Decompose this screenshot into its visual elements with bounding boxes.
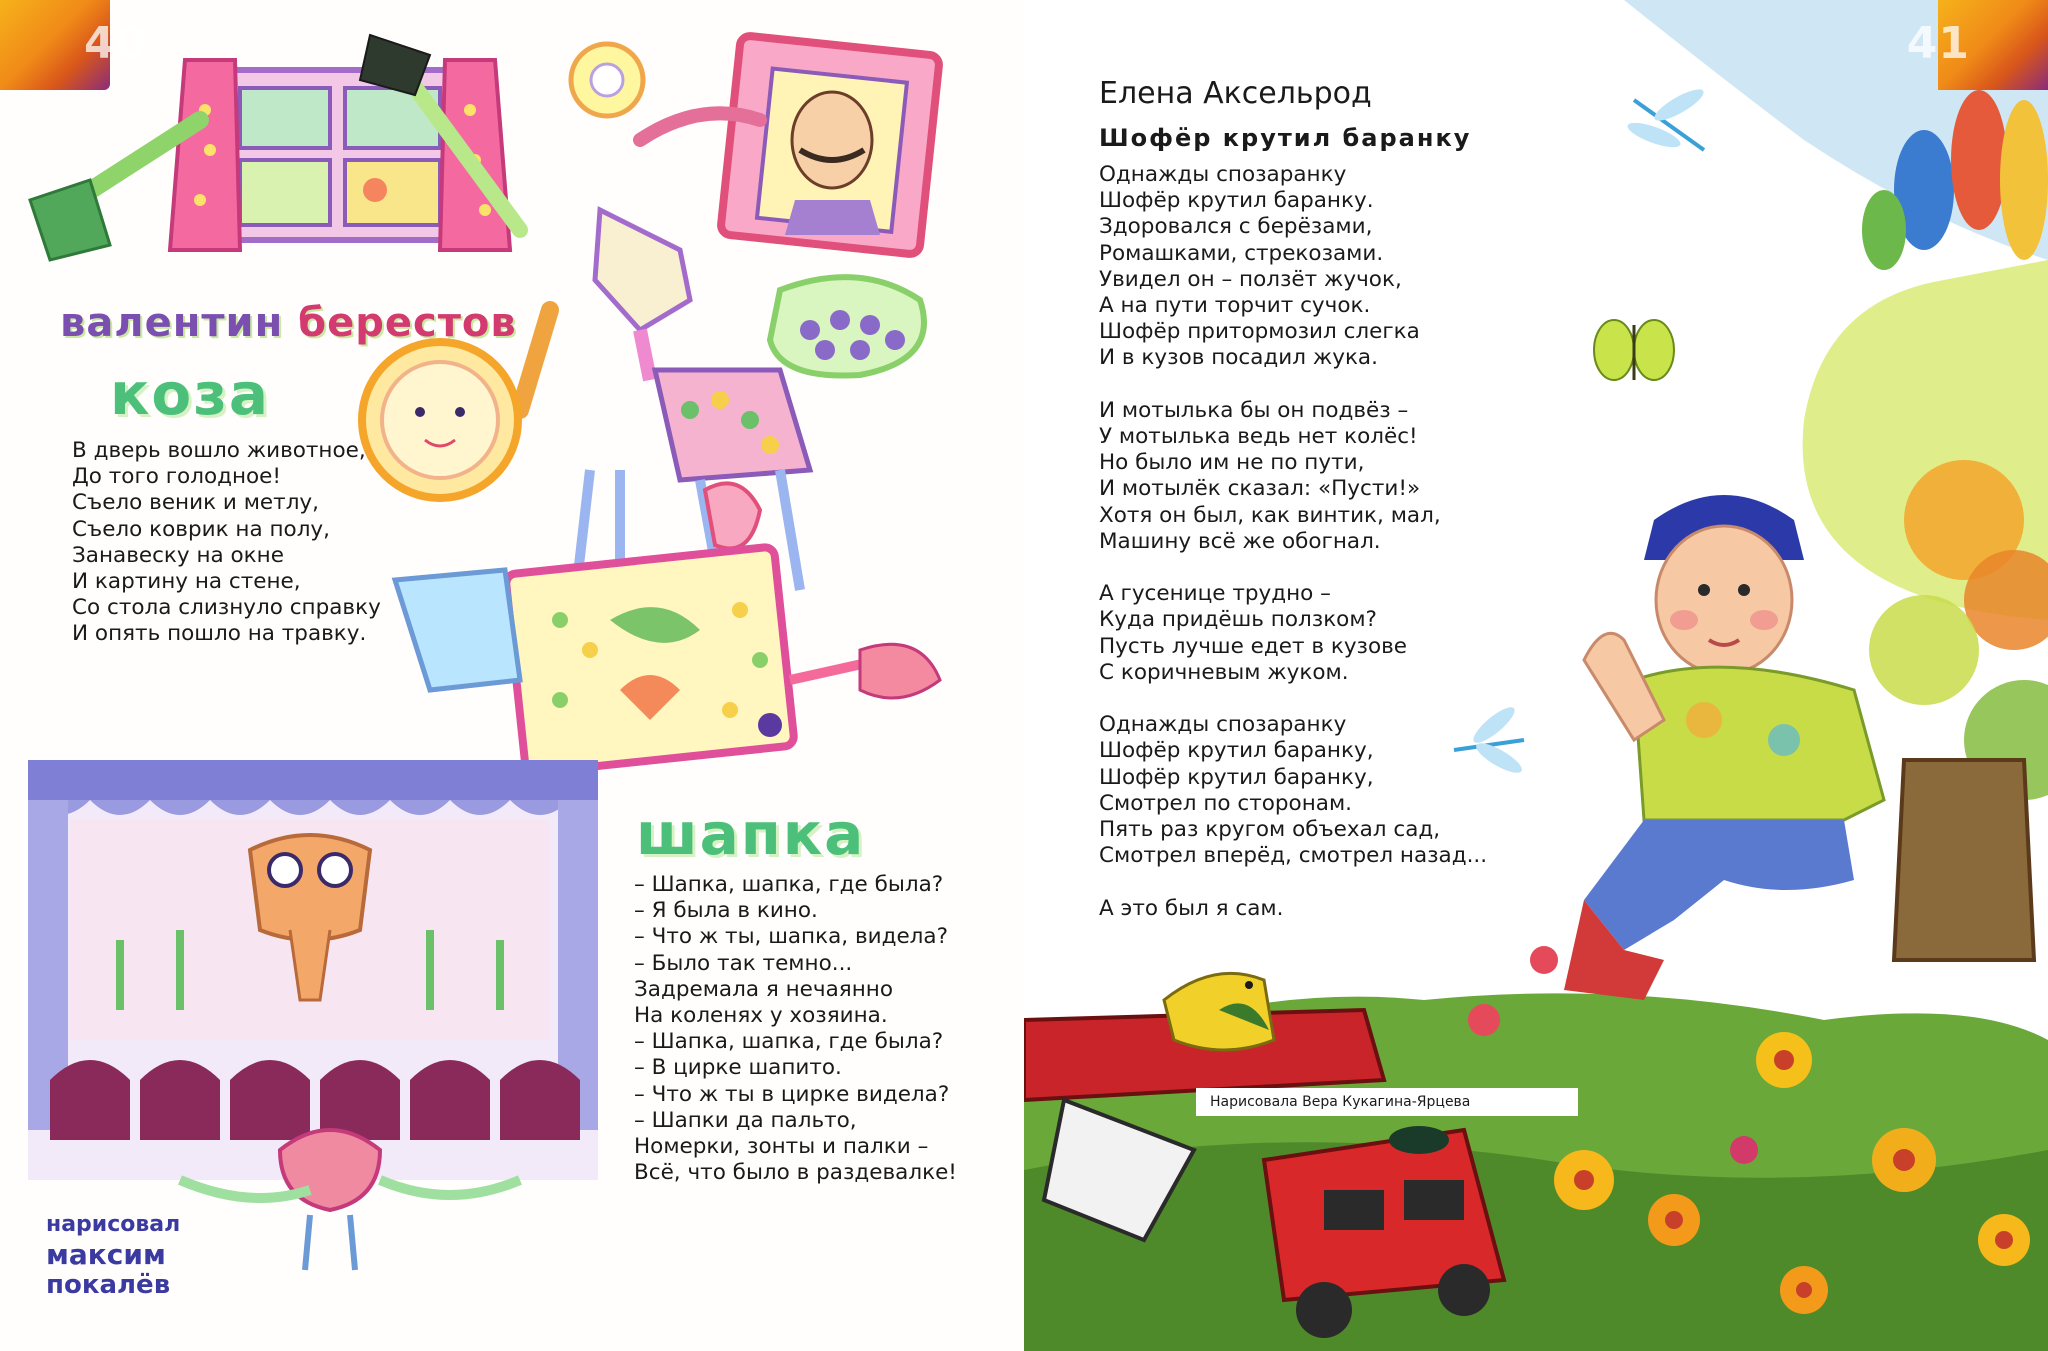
theatre-illustration — [28, 760, 598, 1270]
poem-line: Однажды спозаранку — [1099, 712, 1347, 738]
poem-line: Со стола слизнуло справку — [72, 595, 381, 621]
stanza-break — [1099, 555, 1487, 581]
poem-line: Здоровался с берёзами, — [1099, 214, 1373, 240]
lamp-illustration — [571, 44, 643, 116]
portrait-illustration — [720, 35, 940, 255]
boy-illustration — [1564, 495, 1884, 1000]
poem-line: – Что ж ты, шапка, видела? — [634, 924, 949, 950]
poem-line: Съело веник и метлу, — [72, 490, 319, 516]
illustrator-credit-right: Нарисовала Вера Кукагина-Ярцева — [1196, 1088, 1578, 1116]
poem-line: Занавеску на окне — [72, 542, 284, 568]
bird-illustration — [1164, 973, 1274, 1050]
poem-line: Съело коврик на полу, — [72, 516, 330, 542]
poem-line: И мотылька бы он подвёз – — [1099, 397, 1409, 423]
poem-line: И картину на стене, — [72, 569, 301, 595]
credit-line: нарисовал — [46, 1212, 181, 1237]
poem-line: Куда придёшь ползком? — [1099, 607, 1377, 633]
poem-line: Но было им не по пути, — [1099, 450, 1365, 476]
poem-line: Однажды спозаранку — [1099, 162, 1347, 187]
poem-title-koza: коза — [110, 360, 271, 428]
poem-koza-text — [72, 438, 381, 648]
poem-line: У мотылька ведь нет колёс! — [1099, 424, 1418, 450]
poem-line: – Было так темно... — [634, 950, 853, 976]
poem-line: – Шапка, шапка, где была? — [634, 872, 944, 897]
page-number: 40 — [84, 18, 148, 69]
poem-line: Всё, что было в раздевалке! — [634, 1160, 957, 1186]
poem-line: На коленях у хозяина. — [634, 1003, 888, 1029]
poem-line: Шофёр крутил баранку, — [1099, 764, 1374, 790]
credit-line: максим — [46, 1238, 166, 1271]
poem-line: А это был я сам. — [1099, 895, 1284, 921]
poem-line: – Шапка, шапка, где была? — [634, 1029, 944, 1055]
poem-title: Шофёр крутил баранку — [1099, 124, 1472, 152]
butterfly-illustration — [1594, 320, 1674, 380]
poem-line: Машину всё же обогнал. — [1099, 528, 1381, 554]
poem-line: А на пути торчит сучок. — [1099, 293, 1371, 319]
poem-line: – Что ж ты в цирке видела? — [634, 1081, 950, 1107]
stanza-break — [1099, 372, 1487, 398]
author-last-name: берестов — [298, 300, 517, 346]
poem-line: И опять пошло на травку. — [72, 621, 367, 647]
poem-line: Задремала я нечаянно — [634, 976, 893, 1002]
poem-line: Шофёр крутил баранку, — [1099, 738, 1374, 764]
poem-line: А гусенице трудно – — [1099, 581, 1331, 607]
poem-line: И в кузов посадил жука. — [1099, 345, 1378, 371]
poem-line: С коричневым жуком. — [1099, 659, 1349, 685]
poem-line: Номерки, зонты и палки – — [634, 1134, 929, 1160]
author-name — [60, 300, 517, 346]
illustrator-credit-left — [46, 1210, 180, 1300]
poem-line: Смотрел вперёд, смотрел назад... — [1099, 843, 1488, 869]
poem-line: Увидел он – ползёт жучок, — [1099, 266, 1402, 292]
poem-line: Ромашками, стрекозами. — [1099, 240, 1384, 266]
poem-line: Пусть лучше едет в кузове — [1099, 633, 1408, 659]
poem-line: Пять раз кругом объехал сад, — [1099, 817, 1441, 843]
credit-line: покалёв — [46, 1270, 171, 1300]
stanza-break — [1099, 686, 1487, 712]
page-number-badge — [0, 0, 148, 90]
poem-line: Шофёр крутил баранку. — [1099, 188, 1374, 214]
poem-line: В дверь вошло животное, — [72, 438, 366, 463]
poem-line: До того голодное! — [72, 464, 282, 490]
rug-illustration — [395, 546, 940, 773]
poem-line: Шофёр притормозил слегка — [1099, 319, 1420, 345]
poem-line: И мотылёк сказал: «Пусти!» — [1099, 476, 1421, 502]
sun-illustration — [362, 342, 518, 498]
poem-line: – Я была в кино. — [634, 898, 818, 924]
poem-line: Хотя он был, как винтик, мал, — [1099, 502, 1441, 528]
page-number-badge — [1906, 0, 2048, 90]
poem-line: – Шапки да пальто, — [634, 1107, 857, 1133]
page-number: 41 — [1906, 18, 1970, 69]
right-page — [1024, 0, 2048, 1351]
poem-line: Смотрел по сторонам. — [1099, 790, 1352, 816]
poem-line: – В цирке шапито. — [634, 1055, 842, 1081]
poem-title-shapka: шапка — [636, 800, 866, 868]
author-name: Елена Аксельрод — [1099, 76, 1372, 111]
poem-text — [1099, 162, 1487, 922]
author-first-name: валентин — [60, 300, 284, 346]
poem-shapka-text — [634, 872, 957, 1186]
grapes-illustration — [770, 277, 924, 375]
stanza-break — [1099, 869, 1487, 895]
